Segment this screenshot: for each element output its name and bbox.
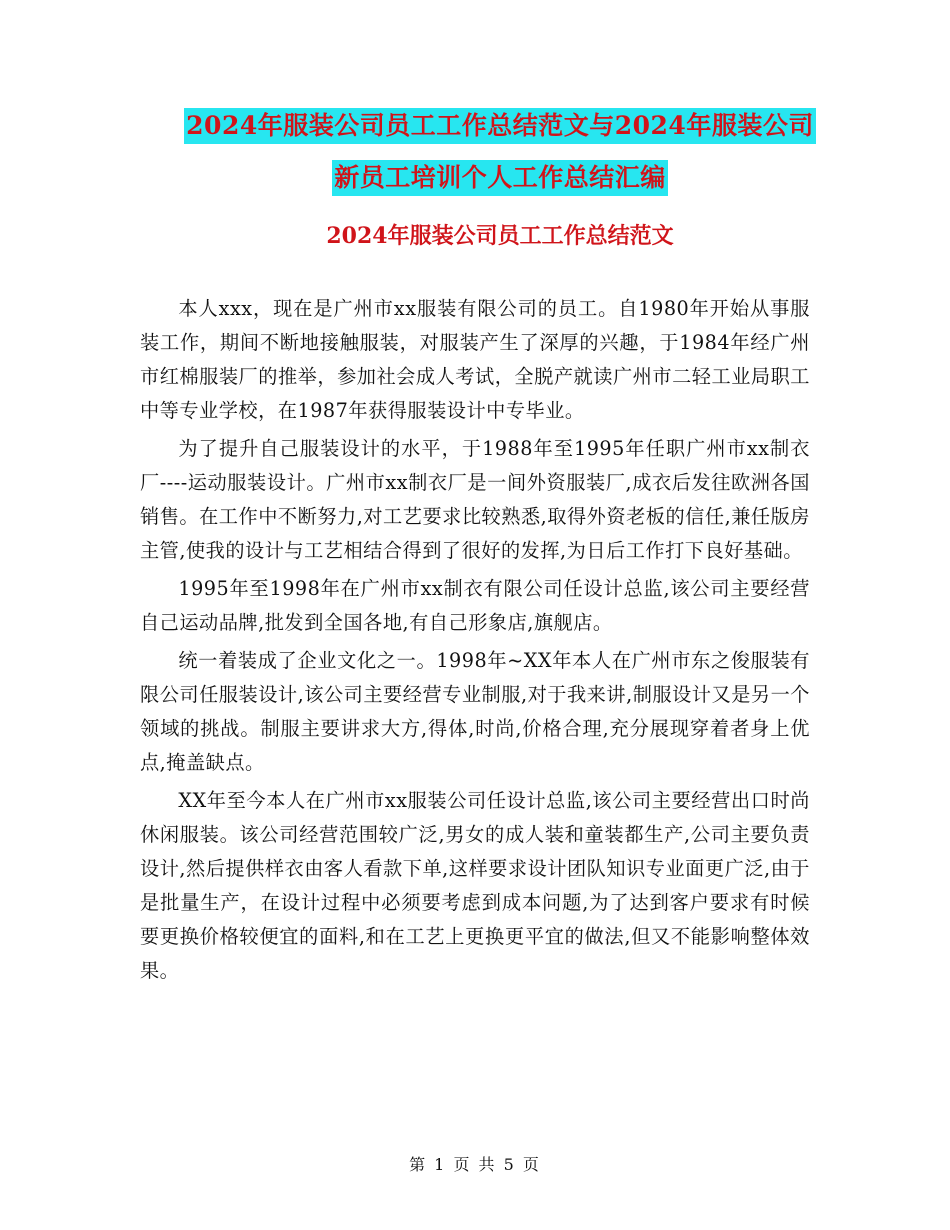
- page-number-footer: 第 1 页 共 5 页: [409, 1155, 541, 1174]
- title-line-1: 2024年服装公司员工工作总结范文与2024年服装公司: [184, 108, 816, 144]
- paragraph: XX年至今本人在广州市xx服装公司任设计总监,该公司主要经营出口时尚休闲服装。该公司经营范围较广泛,男女的成人装和童装都生产,公司主要负责设计,然后提供样衣由客人看款下单,这样要求设计团队知识专业面更广泛,由于是批量生产，在设计过程中必须要考虑到成本问题,为了达到客户要求有时候要更换价格较便宜的面料,和在工艺上更换更平宜的做法,但又不能影响整体效果。: [140, 789, 810, 982]
- title-line-2: 新员工培训个人工作总结汇编: [332, 160, 668, 196]
- paragraph: 1995年至1998年在广州市xx制衣有限公司任设计总监,该公司主要经营自己运动品牌,批发到全国各地,有自己形象店,旗舰店。: [140, 577, 810, 634]
- paragraph: 本人xxx，现在是广州市xx服装有限公司的员工。自1980年开始从事服装工作，期间不断地接触服装，对服装产生了深厚的兴趣，于1984年经广州市红棉服装厂的推举，参加社会成人考试，全脱产就读广州市二轻工业局职工中等专业学校，在1987年获得服装设计中专毕业。: [140, 297, 810, 422]
- section-heading: 2024年服装公司员工工作总结范文: [326, 223, 674, 249]
- paragraph: 为了提升自己服装设计的水平，于1988年至1995年任职广州市xx制衣厂----运动服装设计。广州市xx制衣厂是一间外资服装厂,成衣后发往欧洲各国销售。在工作中不断努力,对工艺要求比较熟悉,取得外资老板的信任,兼任版房主管,使我的设计与工艺相结合得到了很好的发挥,为日后工作打下良好基础。: [140, 437, 810, 562]
- document-body: [140, 292, 810, 992]
- paragraph: 统一着装成了企业文化之一。1998年~XX年本人在广州市东之俊服装有限公司任服装设计,该公司主要经营专业制服,对于我来讲,制服设计又是另一个领域的挑战。制服主要讲求大方,得体,时尚,价格合理,充分展现穿着者身上优点,掩盖缺点。: [140, 649, 810, 774]
- document-title: [100, 108, 900, 212]
